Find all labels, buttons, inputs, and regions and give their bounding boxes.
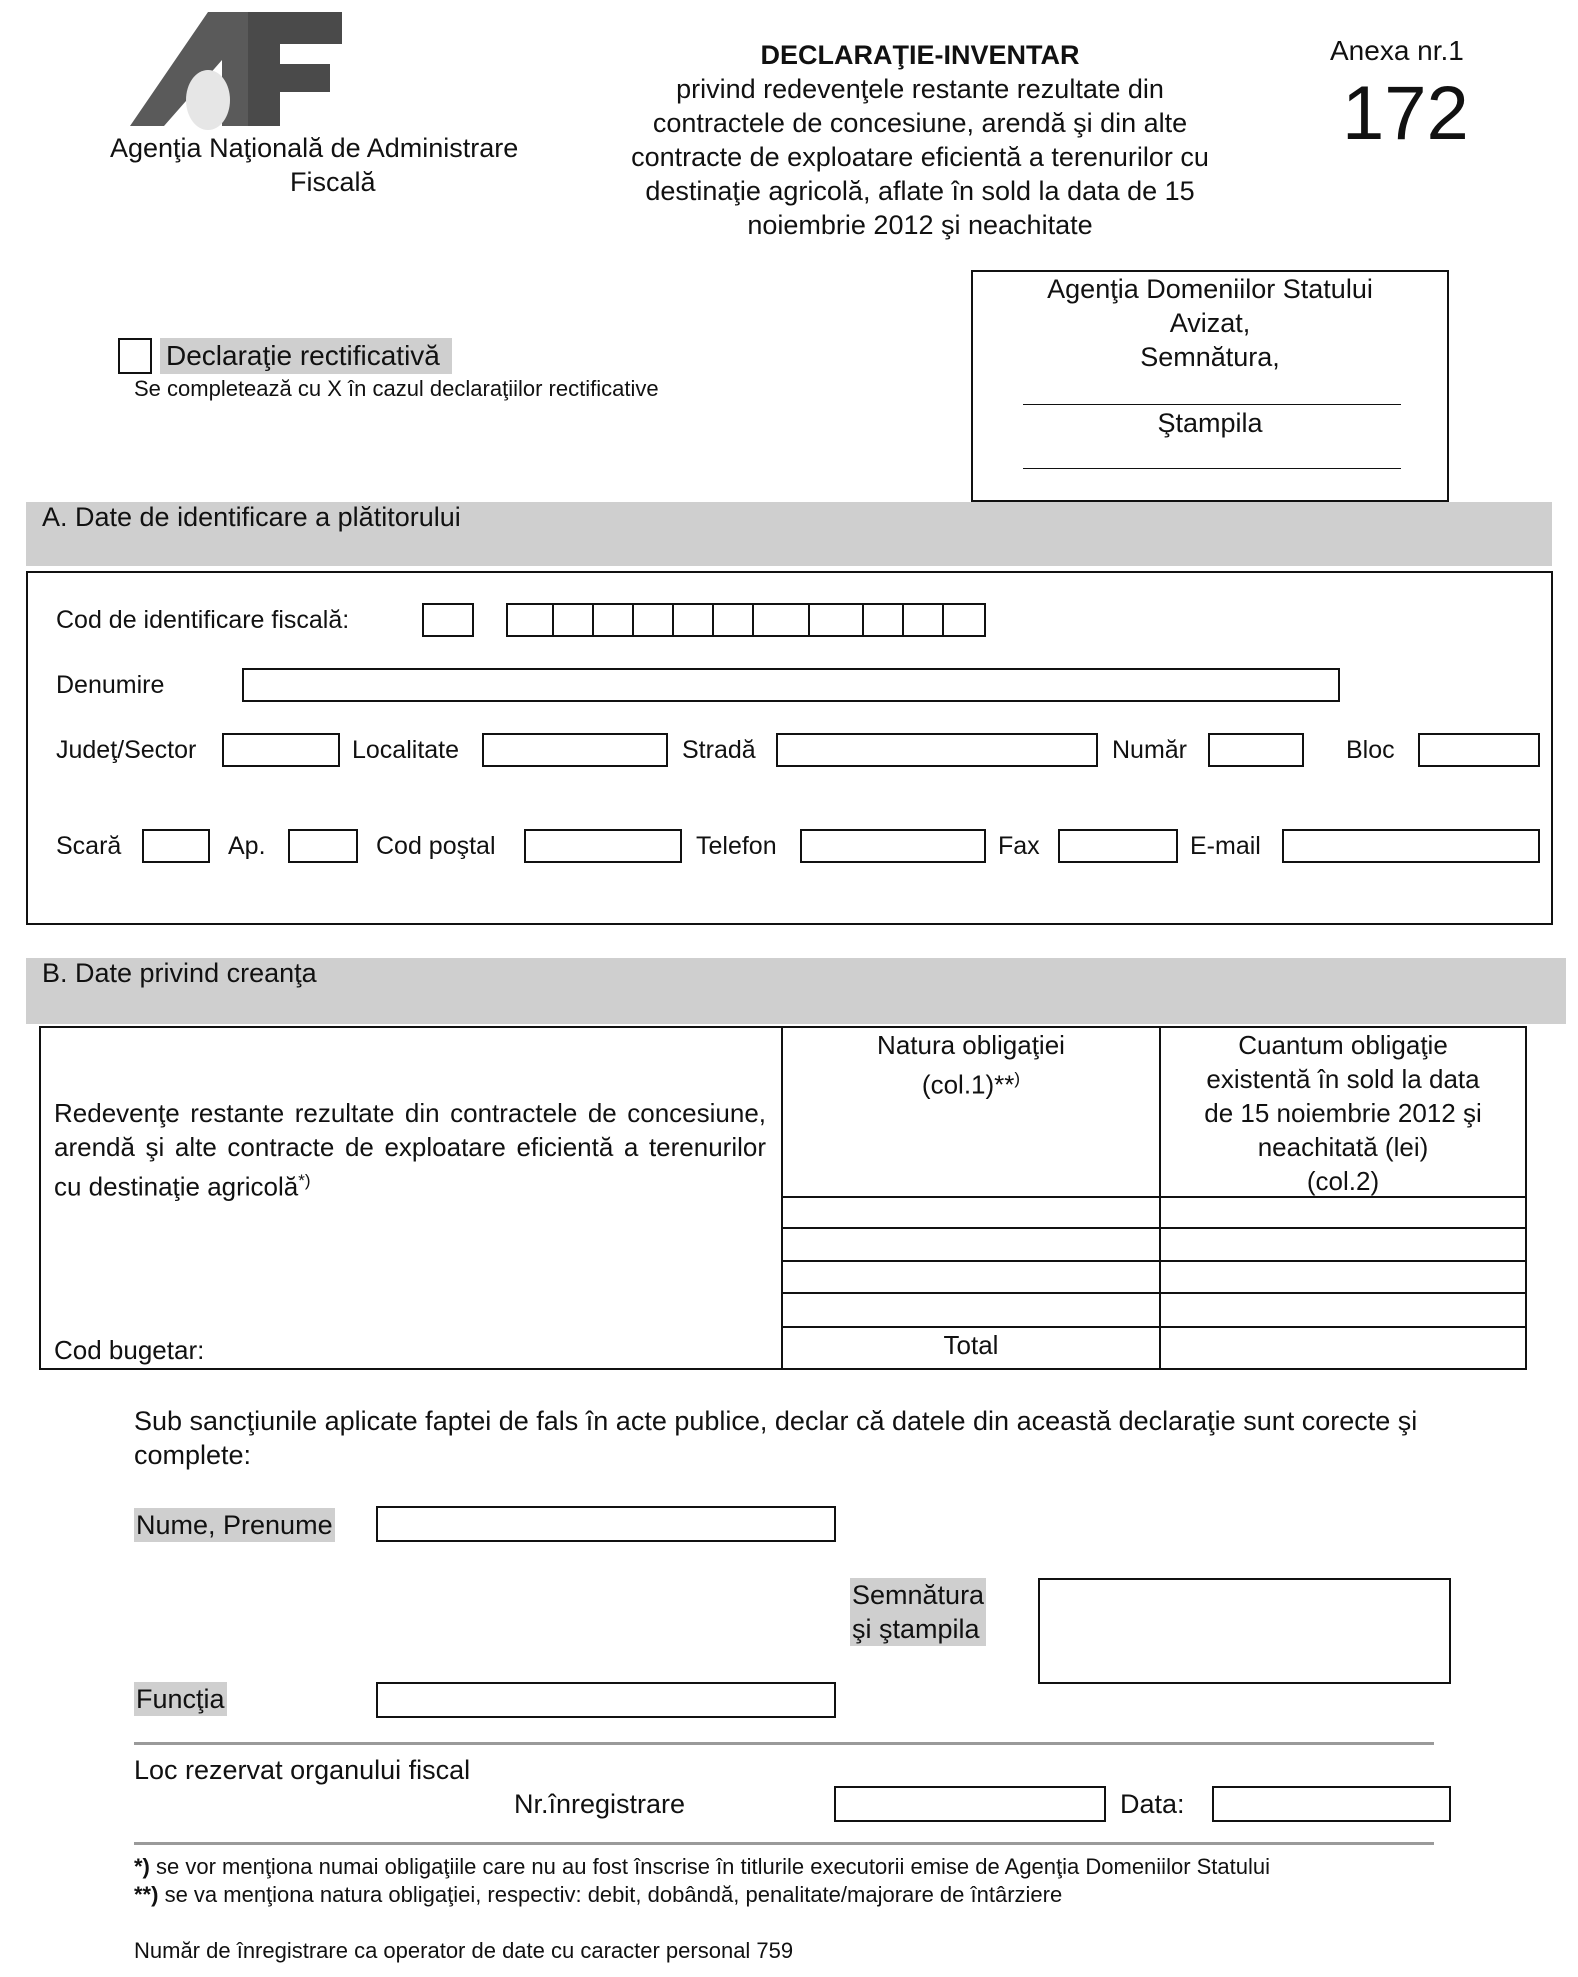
claim-description: Redevenţe restante rezultate din contractele de concesiune, arendă şi alte contracte de exploatare eficientă a terenurilor cu destinaţie agricolă*) <box>54 1098 766 1202</box>
rectificativa-label: Declaraţie rectificativă <box>160 338 452 374</box>
rectificativa-checkbox[interactable] <box>118 338 152 374</box>
telefon-input[interactable] <box>800 829 986 863</box>
cod-bugetar-label: Cod bugetar: <box>54 1335 205 1365</box>
judet-label: Judeţ/Sector <box>56 736 197 764</box>
declaration-text: Sub sancţiunile aplicate faptei de fals în acte publice, declar că datele din această declaraţie sunt corecte şi complete: <box>134 1406 1418 1470</box>
form-number: 172 <box>1342 71 1469 156</box>
judet-input[interactable] <box>222 733 340 767</box>
col1-header: Natura obligaţiei (col.1)**) <box>877 1030 1065 1100</box>
claim-row-3[interactable] <box>783 1262 1525 1292</box>
bloc-label: Bloc <box>1346 736 1395 764</box>
numar-input[interactable] <box>1208 733 1304 767</box>
fiscal-top-rule <box>134 1742 1434 1745</box>
scara-label: Scară <box>56 832 122 860</box>
functia-label: Funcţia <box>134 1682 227 1716</box>
form-subtitle-4: destinaţie agricolă, aflate în sold la data de 15 <box>645 176 1195 206</box>
semnatura-label: Semnătura şi ştampila <box>852 1580 985 1644</box>
ads-line3: Semnătura, <box>1140 342 1280 372</box>
denumire-input[interactable] <box>242 668 1340 702</box>
localitate-input[interactable] <box>482 733 668 767</box>
nr-inregistrare-label: Nr.înregistrare <box>514 1789 686 1819</box>
cod-postal-label: Cod poştal <box>376 832 496 860</box>
section-a-header <box>26 502 1552 566</box>
ads-stamp-label: Ştampila <box>1157 408 1263 438</box>
cif-label: Cod de identificare fiscală: <box>56 606 350 634</box>
rectificativa-note: Se completează cu X în cazul declaraţiilor rectificative <box>134 376 659 401</box>
annex-label: Anexa nr.1 <box>1330 35 1464 66</box>
email-label: E-mail <box>1190 832 1261 860</box>
ads-line1: Agenţia Domeniilor Statului <box>1047 274 1373 304</box>
cod-postal-input[interactable] <box>524 829 682 863</box>
denumire-label: Denumire <box>56 671 165 699</box>
claim-row-2[interactable] <box>783 1229 1525 1260</box>
nume-label: Nume, Prenume <box>134 1508 335 1542</box>
anaf-logo <box>130 8 350 138</box>
form-title: DECLARAŢIE-INVENTAR <box>760 40 1080 70</box>
footnote-2: **) se va menţiona natura obligaţiei, respectiv: debit, dobândă, penalitate/majorare de întârziere <box>134 1882 1063 1907</box>
bloc-input[interactable] <box>1418 733 1540 767</box>
total-value-cell[interactable] <box>1161 1328 1525 1368</box>
email-input[interactable] <box>1282 829 1540 863</box>
agency-name-line1: Agenţia Naţională de Administrare <box>110 133 519 163</box>
data-input[interactable] <box>1212 1786 1451 1822</box>
claim-row-1[interactable] <box>783 1198 1525 1227</box>
section-b-title: B. Date privind creanţa <box>42 958 317 988</box>
ads-line2: Avizat, <box>1169 308 1251 338</box>
cif-digits-input[interactable] <box>506 603 986 637</box>
col2-header: Cuantum obligaţie existentă în sold la data de 15 noiembrie 2012 şi neachitată (lei) (col.2) <box>1204 1030 1482 1196</box>
ads-approval-box <box>971 270 1449 502</box>
form-subtitle-2: contractele de concesiune, arendă şi din alte <box>652 108 1188 138</box>
nr-inregistrare-input[interactable] <box>834 1786 1106 1822</box>
telefon-label: Telefon <box>696 832 777 860</box>
fiscal-title: Loc rezervat organului fiscal <box>134 1755 471 1785</box>
localitate-label: Localitate <box>352 736 460 764</box>
data-label: Data: <box>1120 1789 1185 1819</box>
nume-input[interactable] <box>376 1506 836 1542</box>
fax-input[interactable] <box>1058 829 1178 863</box>
cif-prefix-input[interactable] <box>422 603 474 637</box>
ap-label: Ap. <box>228 832 266 860</box>
ads-signature-line[interactable] <box>1023 404 1401 405</box>
strada-label: Stradă <box>682 736 756 764</box>
scara-input[interactable] <box>142 829 210 863</box>
section-b-header <box>26 958 1566 1024</box>
agency-name-line2: Fiscală <box>290 167 376 197</box>
numar-label: Număr <box>1112 736 1188 764</box>
semnatura-input[interactable] <box>1038 1578 1451 1684</box>
total-label: Total <box>943 1330 999 1360</box>
ap-input[interactable] <box>288 829 358 863</box>
form-subtitle-5: noiembrie 2012 şi neachitate <box>747 210 1093 240</box>
fax-label: Fax <box>998 832 1040 860</box>
claim-row-4[interactable] <box>783 1294 1525 1326</box>
section-a-title: A. Date de identificare a plătitorului <box>42 502 461 532</box>
functia-input[interactable] <box>376 1682 836 1718</box>
ads-stamp-line[interactable] <box>1023 468 1401 469</box>
form-subtitle-1: privind redevenţele restante rezultate din <box>676 74 1164 104</box>
fiscal-bottom-rule <box>134 1842 1434 1845</box>
form-subtitle-3: contracte de exploatare eficientă a terenurilor cu <box>631 142 1209 172</box>
operator-number: Număr de înregistrare ca operator de date cu caracter personal 759 <box>134 1938 794 1963</box>
footnote-1: *) se vor menţiona numai obligaţiile care nu au fost înscrise în titlurile executorii emise de Agenţia Domeniilor Statului <box>134 1854 1271 1879</box>
strada-input[interactable] <box>776 733 1098 767</box>
